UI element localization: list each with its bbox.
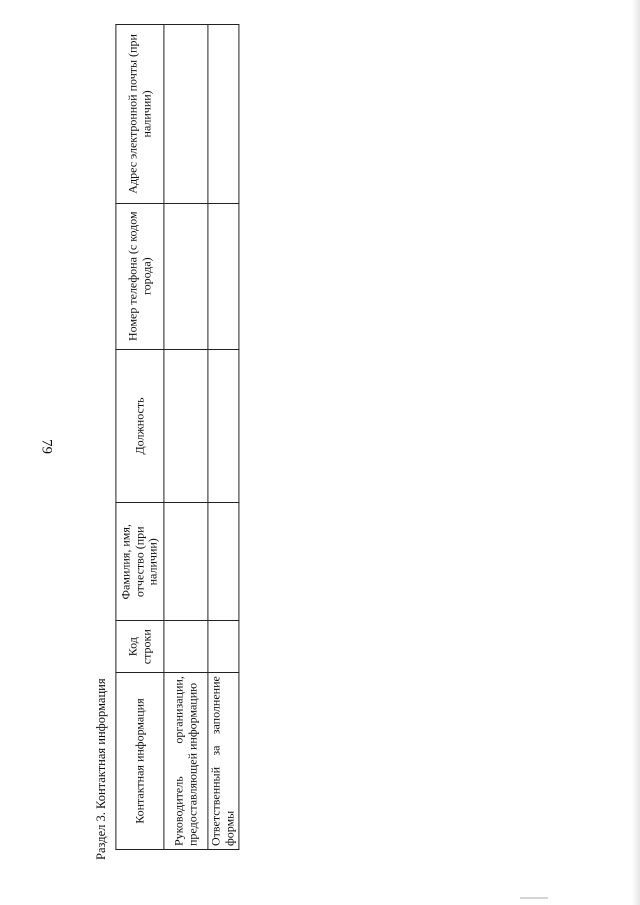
header-email: Адрес электронной почты (при наличии)	[116, 25, 164, 204]
row-code-cell[interactable]	[164, 621, 208, 673]
table-row-head	[164, 25, 208, 850]
contact-table-frame	[117, 24, 239, 850]
header-row-code: Код строки	[116, 621, 164, 673]
header-phone: Номер телефона (с кодом города)	[116, 203, 164, 349]
row-position-cell[interactable]	[164, 349, 208, 503]
contact-info-table-visible	[115, 24, 239, 850]
header-contact-info: Контактная информация	[116, 673, 164, 850]
row-name-cell[interactable]	[208, 503, 239, 621]
page-number: 79	[38, 439, 55, 454]
table-header-row	[116, 25, 164, 850]
row-phone-cell[interactable]	[208, 203, 239, 349]
header-full-name: Фамилия, имя, отчество (при наличии)	[116, 503, 164, 621]
section-title-rotator	[94, 660, 112, 860]
section-title-column	[94, 0, 114, 905]
table-row-responsible	[208, 25, 239, 850]
row-position-cell[interactable]	[208, 349, 239, 503]
row-phone-cell[interactable]	[164, 203, 208, 349]
row-email-cell[interactable]	[208, 25, 239, 204]
scan-artifact	[520, 897, 548, 899]
row-email-cell[interactable]	[164, 25, 208, 204]
row-label: Ответственный за заполнение формы	[208, 673, 239, 850]
row-name-cell[interactable]	[164, 503, 208, 621]
header-position: Должность	[116, 349, 164, 503]
row-code-cell[interactable]	[208, 621, 239, 673]
table-rotator	[117, 24, 239, 850]
section-title-text: Раздел 3. Контактная информация	[94, 678, 108, 860]
scan-edge-shadow	[632, 0, 640, 905]
row-label: Руководитель организации, предоставляющей информацию	[164, 673, 208, 850]
